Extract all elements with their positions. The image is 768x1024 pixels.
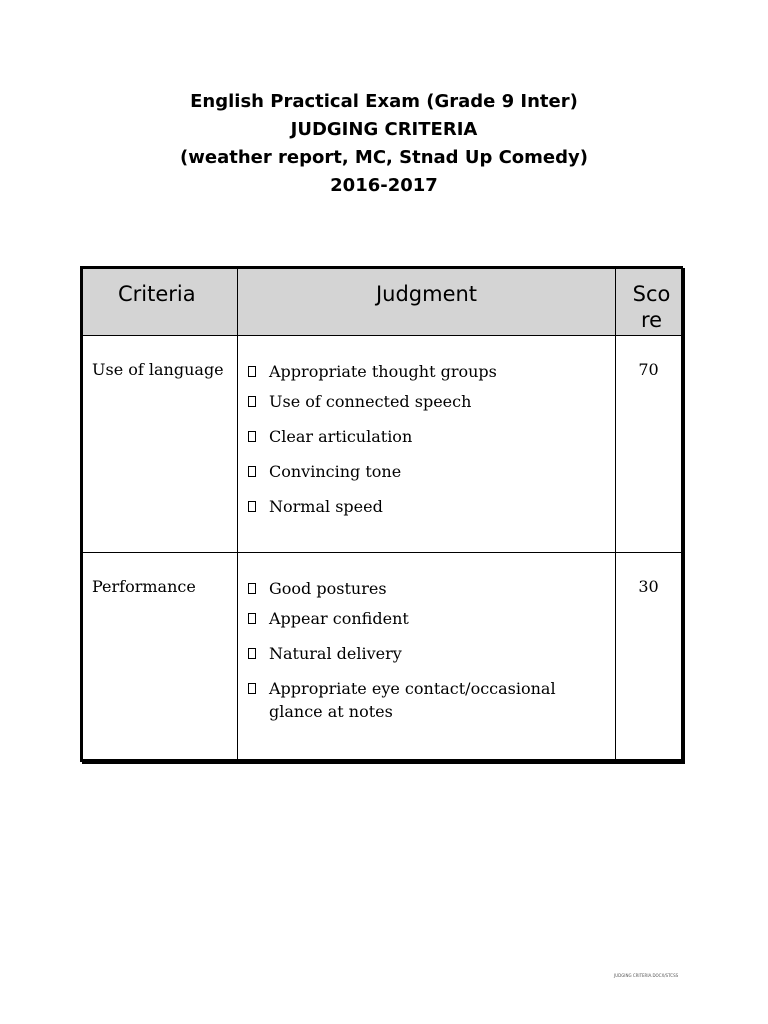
judgment-cell bbox=[238, 553, 616, 760]
list-item: Appropriate eye contact/occasional glance at notes bbox=[248, 677, 607, 723]
judging-criteria-table bbox=[80, 266, 683, 762]
footer-filename: JUDGING CRITERIA.DOCX/STCSS bbox=[614, 973, 679, 978]
bullet-box-icon bbox=[248, 396, 256, 407]
table-row bbox=[83, 336, 682, 553]
criteria-cell: Use of language bbox=[83, 336, 238, 553]
document-title-block bbox=[0, 88, 768, 200]
list-item: Convincing tone bbox=[248, 460, 607, 483]
table-row bbox=[83, 553, 682, 760]
bullet-box-icon bbox=[248, 613, 256, 624]
column-header-score: Sco re bbox=[616, 269, 682, 336]
list-item: Good postures bbox=[248, 577, 607, 600]
column-header-judgment: Judgment bbox=[238, 269, 616, 336]
categories-subtitle: (weather report, MC, Stnad Up Comedy) bbox=[180, 147, 588, 168]
exam-title: English Practical Exam (Grade 9 Inter) bbox=[190, 91, 578, 112]
list-item: Appear confident bbox=[248, 607, 607, 630]
bullet-box-icon bbox=[248, 466, 256, 477]
bullet-box-icon bbox=[248, 366, 256, 377]
criteria-heading: JUDGING CRITERIA bbox=[290, 119, 478, 140]
score-cell: 70 bbox=[616, 336, 682, 553]
list-item: Appropriate thought groups bbox=[248, 360, 607, 383]
list-item: Use of connected speech bbox=[248, 390, 607, 413]
bullet-box-icon bbox=[248, 683, 256, 694]
judgment-cell bbox=[238, 336, 616, 553]
bullet-box-icon bbox=[248, 648, 256, 659]
list-item: Normal speed bbox=[248, 495, 607, 518]
criteria-cell: Performance bbox=[83, 553, 238, 760]
judgment-list bbox=[238, 336, 615, 518]
judgment-list bbox=[238, 553, 615, 723]
bullet-box-icon bbox=[248, 501, 256, 512]
table-header-row bbox=[83, 269, 682, 336]
score-cell: 30 bbox=[616, 553, 682, 760]
list-item: Clear articulation bbox=[248, 425, 607, 448]
list-item: Natural delivery bbox=[248, 642, 607, 665]
column-header-criteria: Criteria bbox=[83, 269, 238, 336]
bullet-box-icon bbox=[248, 583, 256, 594]
bullet-box-icon bbox=[248, 431, 256, 442]
school-year: 2016-2017 bbox=[330, 175, 438, 196]
